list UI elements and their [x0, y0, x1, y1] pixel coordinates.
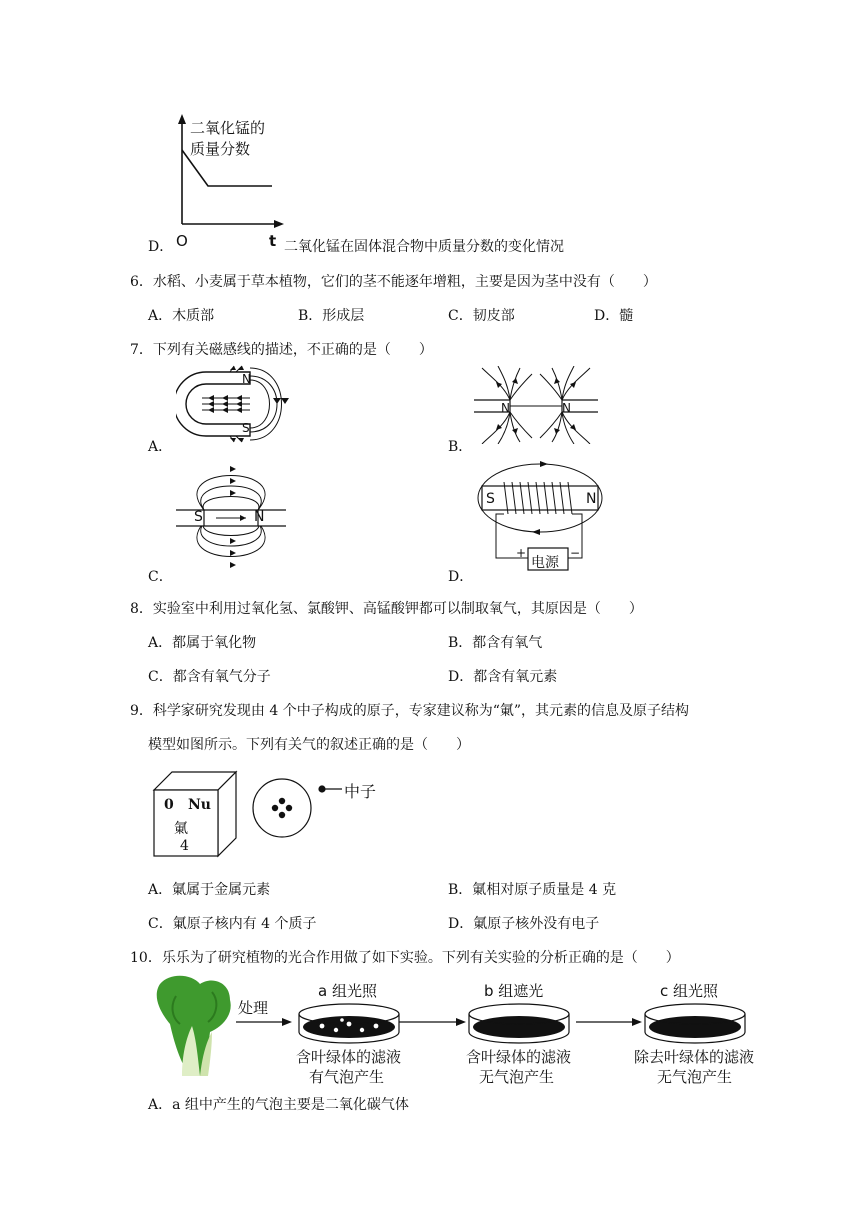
graph-ylabel-line2: 质量分数 [190, 140, 251, 158]
group-c-title: c 组光照 [660, 982, 719, 1000]
question-8-stem: 8．实验室中利用过氧化氢、氯酸钾、高锰酸钾都可以制取氧气，其原因是（ ） [130, 601, 643, 617]
fig-c-pole-n: N [254, 509, 265, 525]
fig-d-plus: + [516, 546, 527, 560]
q7-option-d-label: D． [448, 569, 474, 585]
element-cell-mass: 4 [180, 838, 189, 854]
fig-a-pole-s: S [242, 421, 250, 435]
group-a-line2: 有气泡产生 [309, 1068, 385, 1086]
q9-option-d: D．氭原子核外没有电子 [448, 916, 600, 932]
group-c-line2: 无气泡产生 [657, 1068, 733, 1086]
graph-ylabel-line1: 二氧化锰的 [190, 119, 266, 137]
q6-option-d: D．髓 [594, 308, 634, 324]
fig-a-pole-n: N [242, 372, 251, 386]
q9-option-b: B．氭相对原子质量是 4 克 [448, 882, 617, 898]
dish-b [466, 1002, 572, 1046]
q8-option-c: C．都含有氧气分子 [148, 669, 271, 685]
dish-a [296, 1002, 402, 1046]
q6-option-c: C．韧皮部 [448, 308, 515, 324]
option-d-text: 二氧化锰在固体混合物中质量分数的变化情况 [284, 239, 564, 255]
element-cell-symbol: Nu [188, 797, 211, 813]
fig-d-minus: − [570, 546, 581, 560]
question-10-stem: 10．乐乐为了研究植物的光合作用做了如下实验。下列有关实验的分析正确的是（ ） [130, 950, 680, 966]
question-6-stem: 6．水稻、小麦属于草本植物，它们的茎不能逐年增粗，主要是因为茎中没有（ ） [130, 274, 657, 290]
fig-c-pole-s: S [194, 509, 203, 525]
dish-c [642, 1002, 748, 1046]
question-9-stem-line1: 9．科学家研究发现由 4 个中子构成的原子，专家建议称为“氭”，其元素的信息及原子结构 [130, 703, 690, 719]
group-c-line1: 除去叶绿体的滤液 [634, 1048, 755, 1066]
group-b-title: b 组遮光 [484, 982, 544, 1000]
option-d-label: D． [148, 239, 174, 255]
q9-option-c: C．氭原子核内有 4 个质子 [148, 916, 317, 932]
u-magnet-figure [176, 364, 294, 444]
q8-option-d: D．都含有氧元素 [448, 669, 558, 685]
fig-b-pole-n-left: N [501, 401, 510, 415]
q10-option-a: A．a 组中产生的气泡主要是二氧化碳气体 [148, 1097, 409, 1113]
neutron-label: 中子 [344, 782, 377, 801]
q7-option-b-label: B． [448, 439, 473, 455]
question-9-stem-line2: 模型如图所示。下列有关气的叙述正确的是（ ） [148, 737, 470, 753]
q6-option-a: A．木质部 [148, 308, 215, 324]
q7-option-c-label: C． [148, 569, 173, 585]
element-cell-number: 0 [164, 797, 174, 813]
q7-option-a-label: A． [148, 439, 173, 455]
graph-xlabel: t [269, 232, 277, 250]
group-b-line1: 含叶绿体的滤液 [466, 1048, 572, 1066]
fig-d-pole-s: S [486, 491, 495, 507]
fig-d-pole-n: N [586, 491, 597, 507]
q9-option-a: A．氭属于金属元素 [148, 882, 271, 898]
process-label: 处理 [238, 999, 269, 1017]
graph-origin: O [176, 232, 188, 250]
fig-b-pole-n-right: N [562, 401, 571, 415]
question-7-stem: 7．下列有关磁感线的描述，不正确的是（ ） [130, 342, 433, 358]
atom-model-figure [252, 774, 402, 840]
element-cell-figure [152, 770, 238, 858]
two-north-poles-figure [474, 366, 598, 444]
q8-option-b: B．都含有氧气 [448, 635, 543, 651]
group-b-line2: 无气泡产生 [479, 1068, 555, 1086]
fig-d-power-label: 电源 [531, 555, 559, 571]
group-a-line1: 含叶绿体的滤液 [296, 1048, 402, 1066]
q8-option-a: A．都属于氧化物 [148, 635, 257, 651]
group-a-title: a 组光照 [318, 982, 377, 1000]
element-cell-name: 氭 [174, 821, 188, 837]
bok-choy-image [150, 972, 236, 1078]
q6-option-b: B．形成层 [298, 308, 365, 324]
bar-magnet-figure [176, 454, 286, 578]
